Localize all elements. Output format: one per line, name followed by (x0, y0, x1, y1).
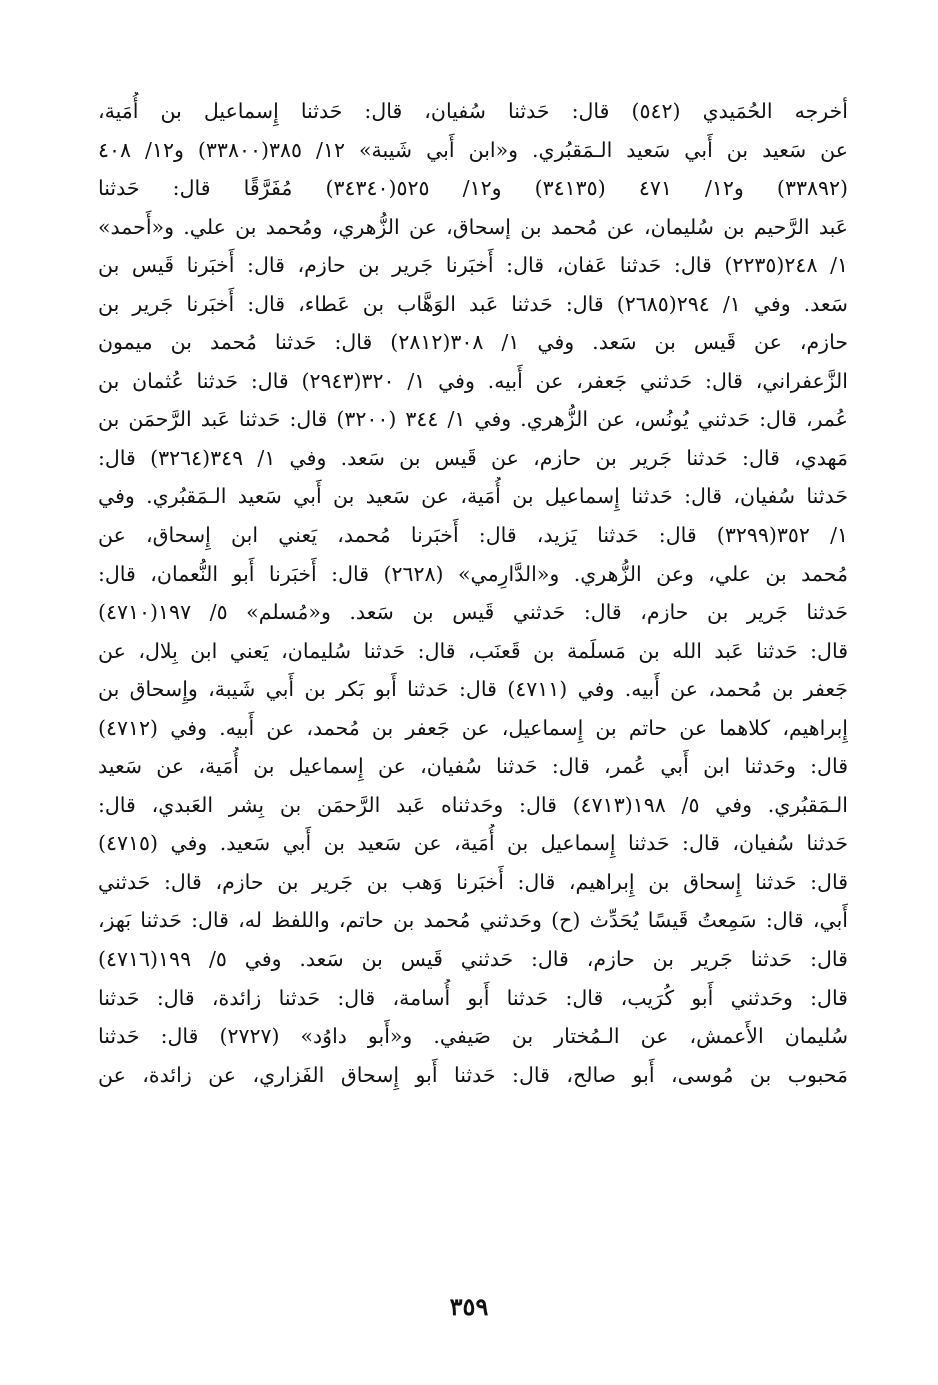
text-line: (٣٣٨٩٢) و١٢/ ٤٧١ (٣٤١٣٥) و١٢/ ٥٢٥(٣٤٣٤٠) مُفَرَّقًا قال: حَدثنا (98, 176, 848, 201)
text-line: قال: حَدثنا إِسحاق بن إِبراهيم، قال: أَخبَرنا وَهب بن جَرير بن حازم، قال: حَدثني (98, 869, 848, 894)
text-line: قال: وحَدثني أَبو كُرَيب، قال: حَدثنا أَبو أُسامة، قال: حَدثنا زائدة، قال: حَدثنا (98, 985, 848, 1010)
text-line: الـمَقبُري. وفي ٥/ ١٩٨(٤٧١٣) قال: وحَدثناه عَبد الرَّحمَن بن بِشر العَبدي، قال: (98, 792, 848, 817)
text-line: سَعد. وفي ١/ ٢٩٤(٢٦٨٥) قال: حَدثنا عَبد الوَهَّاب بن عَطاء، قال: أَخبَرنا جَرير بن (98, 291, 848, 316)
text-line: سُليمان الأَعمش، عن الـمُختار بن صَيفي. و«أَبو داوُد» (٢٧٢٧) قال: حَدثنا (98, 1024, 848, 1049)
text-line: قال: حَدثنا عَبد الله بن مَسلَمة بن قَعنَب، قال: حَدثنا سُليمان، يَعني ابن بِلال، عن (98, 638, 848, 663)
text-line: إِبراهيم، كلاهما عن حاتم بن إِسماعيل، عن جَعفر بن مُحمد، عن أَبيه. وفي (٤٧١٢) (98, 715, 848, 740)
text-line: قال: وحَدثنا ابن أَبي عُمر، قال: حَدثنا سُفيان، عن إِسماعيل بن أُمَية، عن سَعيد (98, 754, 848, 779)
text-line: مَحبوب بن مُوسى، أَبو صالح، قال: حَدثنا أَبو إِسحاق الفَزاري، عن زائدة، عن (98, 1062, 848, 1087)
text-line: أخرجه الحُمَيدي (٥٤٢) قال: حَدثنا سُفيان، قال: حَدثنا إِسماعيل بن أُمَية، (98, 99, 848, 123)
text-line: مُحمد بن علي، وعن الزُّهري. و«الدَّارِمي» (٢٦٢٨) قال: أَخبَرنا أَبو النُّعمان، قال: (98, 561, 848, 586)
text-line: حازم، عن قَيس بن سَعد. وفي ١/ ٣٠٨(٢٨١٢) قال: حَدثنا مُحمد بن ميمون (98, 330, 848, 355)
text-line: أَبي، قال: سَمِعتُ قَيسًا يُحَدِّث (ح) وحَدثني مُحمد بن حاتم، واللفظ له، قال: حَدثنا بَهز، (98, 908, 848, 933)
text-line: عُمر، قال: حَدثني يُونُس، عن الزُّهري. وفي ١/ ٣٤٤ (٣٢٠٠) قال: حَدثنا عَبد الرَّحمَن بن (98, 407, 848, 432)
text-line: ١/ ٢٤٨(٢٢٣٥) قال: حَدثنا عَفان، قال: أَخبَرنا جَرير بن حازم، قال: أَخبَرنا قَيس بن (98, 253, 848, 278)
text-line: مَهدي، قال: حَدثنا جَرير بن حازم، عن قَيس بن سَعد. وفي ١/ ٣٤٩(٣٢٦٤) قال: (98, 445, 848, 470)
text-line: قال: حَدثنا جَرير بن حازم، قال: حَدثني قَيس بن سَعد. وفي ٥/ ١٩٩(٤٧١٦) (98, 947, 848, 972)
text-line: عن سَعيد بن أَبي سَعيد الـمَقبُري. و«ابن أَبي شَيبة» ١٢/ ٣٨٥(٣٣٨٠٠) و١٢/ ٤٠٨ (98, 137, 848, 162)
page-number: ٣٥٩ (449, 1292, 489, 1321)
text-line: عَبد الرَّحيم بن سُليمان، عن مُحمد بن إسحاق، عن الزُّهري، ومُحمد بن علي. و«أَحمد» (98, 214, 848, 239)
text-line: حَدثنا جَرير بن حازم، قال: حَدثني قَيس بن سَعد. و«مُسلم» ٥/ ١٩٧(٤٧١٠) (98, 600, 848, 625)
text-line: الزَّعفراني، قال: حَدثني جَعفر، عن أَبيه. وفي ١/ ٣٢٠(٢٩٤٣) قال: حَدثنا عُثمان بن (98, 368, 848, 393)
text-line: حَدثنا سُفيان، قال: حَدثنا إِسماعيل بن أُمَية، عن سَعيد بن أَبي سَعيد. وفي (٤٧١٥) (98, 831, 848, 856)
text-line: جَعفر بن مُحمد، عن أَبيه. وفي (٤٧١١) قال: حَدثنا أَبو بَكر بن أَبي شَيبة، وإِسحاق بن (98, 677, 848, 702)
text-line: ١/ ٣٥٢(٣٢٩٩) قال: حَدثنا يَزيد، قال: أَخبَرنا مُحمد، يَعني ابن إِسحاق، عن (98, 523, 848, 548)
text-line: حَدثنا سُفيان، قال: حَدثنا إِسماعيل بن أُمَية، عن سَعيد بن أَبي سَعيد الـمَقبُري. وفي (98, 484, 848, 509)
body-text (98, 92, 848, 1094)
